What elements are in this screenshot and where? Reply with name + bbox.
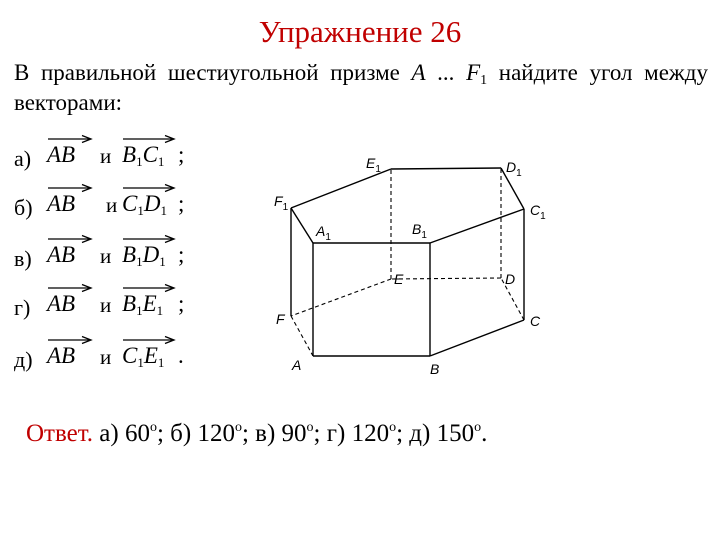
- vertex-label-e: E: [394, 271, 404, 287]
- vector-first: [47, 343, 75, 369]
- vector-second: [122, 343, 164, 369]
- answer-value: в) 90: [248, 420, 307, 447]
- vector-point: E: [143, 343, 158, 368]
- vector-first-text: AB: [47, 142, 76, 167]
- vector-first-text: AB: [47, 242, 76, 267]
- vector-point-subscript: 1: [156, 303, 164, 318]
- task-item-label: г): [14, 295, 31, 320]
- prism-edge-b1-c1: [430, 209, 524, 243]
- vector-first: [47, 291, 75, 317]
- vertex-label-f1: $F_1$: [274, 193, 289, 213]
- prism-edge-d1-e1: [391, 168, 501, 169]
- vector-point-subscript: 1: [157, 355, 165, 370]
- prism-edge-f-a: [291, 316, 313, 356]
- answer-value: д) 150: [403, 420, 475, 447]
- vertex-label-d: D: [505, 271, 516, 287]
- vector-point: C: [142, 142, 158, 167]
- vector-point: B: [122, 242, 137, 267]
- vector-second: [122, 242, 166, 268]
- task-item-label: д): [14, 347, 33, 372]
- answer-separator: ;: [396, 420, 404, 447]
- answer-separator: ;: [313, 420, 321, 447]
- vector-first-text: AB: [47, 343, 76, 368]
- vector-arrow: [47, 183, 91, 193]
- vertex-label-a1: $A_1$: [316, 223, 331, 243]
- conjunction: и: [106, 193, 118, 217]
- task-item-label: а): [14, 146, 32, 171]
- vector-point-subscript: 1: [159, 254, 166, 269]
- vector-point-subscript: 1: [157, 154, 165, 169]
- task-item-label: б): [14, 195, 33, 220]
- answer-value: г) 120: [320, 420, 390, 447]
- answer-separator: ;: [156, 420, 164, 447]
- problem-ellipsis: ...: [425, 60, 467, 85]
- prism-edge-f1-a1: [291, 208, 313, 243]
- vertex-label-b: B: [430, 361, 440, 376]
- vector-point: D: [142, 242, 160, 267]
- degree-mark: o: [149, 420, 157, 435]
- vector-first: [47, 142, 75, 168]
- slide-title: Упражнение 26: [258, 14, 462, 49]
- vector-second: [122, 191, 167, 217]
- vertex-label-c1: $C_1$: [530, 202, 546, 222]
- prism-first-vertex: A: [411, 60, 426, 85]
- vector-arrow: [122, 183, 174, 193]
- prism-last-vertex: F: [466, 60, 481, 85]
- vertex-label-d1: $D_1$: [506, 159, 522, 179]
- hexagonal-prism-drawing: [268, 148, 558, 376]
- prism-figure: [268, 148, 558, 381]
- vector-first-text: AB: [47, 191, 76, 216]
- vector-point-subscript: 1: [137, 355, 144, 370]
- conjunction: и: [100, 293, 112, 317]
- vector-arrow: [47, 134, 91, 144]
- answer-value: б) 120: [163, 420, 235, 447]
- vector-point: B: [122, 142, 137, 167]
- vector-point-subscript: 1: [136, 303, 143, 318]
- vertex-label-b1: $B_1$: [412, 221, 427, 241]
- prism-last-vertex-subscript: 1: [480, 73, 488, 88]
- vertex-label-c: C: [530, 313, 541, 329]
- vector-point: C: [122, 343, 138, 368]
- vector-first: [47, 191, 75, 217]
- answer-values: [93, 420, 487, 447]
- problem-text-after: найдите угол между векторами:: [14, 60, 709, 115]
- problem-text-before: В правильной шестиугольной призме: [14, 60, 412, 85]
- vertex-label-f: F: [276, 311, 285, 327]
- degree-mark: o: [474, 420, 482, 435]
- degree-mark: o: [389, 420, 397, 435]
- vector-first: [47, 242, 75, 268]
- answer-label: Ответ.: [26, 420, 94, 447]
- prism-edge-d-e: [391, 278, 501, 279]
- problem-statement: [14, 58, 708, 118]
- conjunction: и: [100, 144, 112, 168]
- vector-second: [122, 142, 164, 168]
- degree-mark: o: [234, 420, 242, 435]
- task-item-end: ;: [178, 191, 185, 216]
- prism-edge-b-c: [430, 320, 524, 356]
- vector-arrow: [122, 283, 174, 293]
- vector-second: [122, 291, 163, 317]
- vector-point-subscript: 1: [137, 203, 144, 218]
- vector-arrow: [47, 283, 91, 293]
- answer-separator: ;: [241, 420, 249, 447]
- task-item-end: .: [178, 343, 184, 368]
- conjunction: и: [100, 244, 112, 268]
- vector-point-subscript: 1: [160, 203, 167, 218]
- vertex-label-e1: $E_1$: [366, 155, 381, 175]
- task-item-end: ;: [178, 291, 185, 316]
- vector-arrow: [47, 234, 91, 244]
- degree-mark: o: [306, 420, 314, 435]
- prism-edge-e-f: [291, 279, 391, 316]
- task-item-end: ;: [178, 142, 185, 167]
- vector-arrow: [122, 234, 174, 244]
- vector-first-text: AB: [47, 291, 76, 316]
- vector-arrow: [47, 335, 91, 345]
- vector-point: D: [143, 191, 161, 216]
- vector-arrow: [122, 134, 174, 144]
- vector-arrow: [122, 335, 174, 345]
- vector-point: E: [142, 291, 157, 316]
- answer-separator: .: [481, 420, 488, 447]
- vector-point-subscript: 1: [136, 254, 143, 269]
- vertex-label-a: A: [292, 357, 302, 373]
- vector-point: C: [122, 191, 138, 216]
- task-item-label: в): [14, 246, 32, 271]
- answer-line: [26, 420, 487, 448]
- vector-point: B: [122, 291, 137, 316]
- answer-value: а) 60: [93, 420, 150, 447]
- conjunction: и: [100, 345, 112, 369]
- vector-point-subscript: 1: [136, 154, 143, 169]
- task-item-end: ;: [178, 242, 185, 267]
